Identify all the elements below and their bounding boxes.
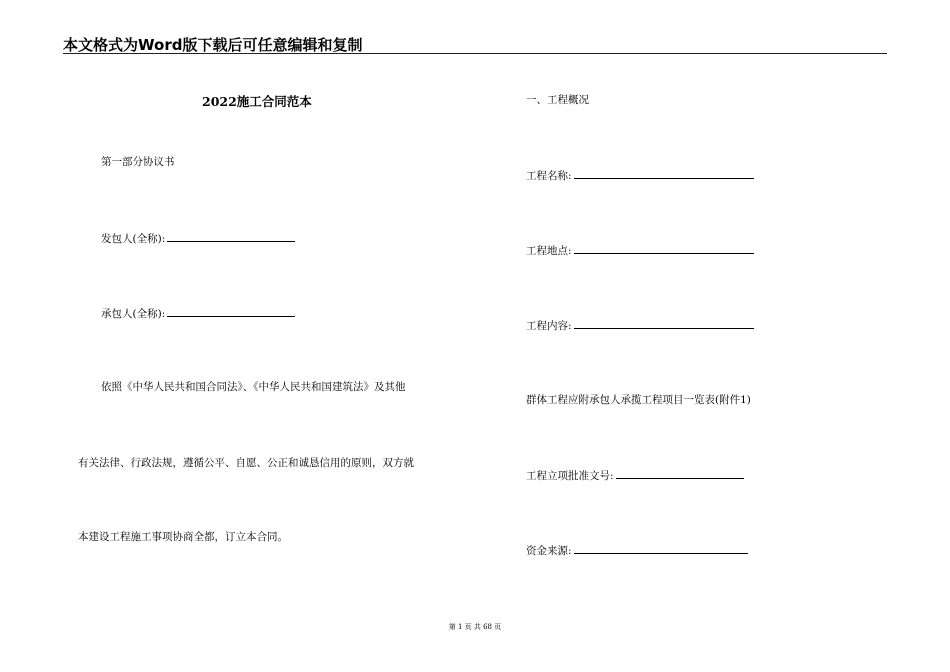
approval-doc-label: 工程立项批准文号: xyxy=(526,470,614,482)
employer-label: 发包人(全称): xyxy=(101,233,166,245)
preamble-line-1: 依照《中华人民共和国合同法》、《中华人民共和国建筑法》及其他 xyxy=(101,381,406,393)
project-content-blank[interactable] xyxy=(574,318,754,329)
approval-doc-blank[interactable] xyxy=(616,468,744,479)
fund-source-field xyxy=(526,543,748,558)
page-indicator: 第 1 页 共 68 页 xyxy=(448,623,502,631)
project-location-blank[interactable] xyxy=(574,243,754,254)
part-heading: 第一部分协议书 xyxy=(101,156,175,168)
project-content-field xyxy=(526,318,754,333)
contractor-field xyxy=(101,306,295,321)
project-location-label: 工程地点: xyxy=(526,245,572,257)
fund-source-label: 资金来源: xyxy=(526,545,572,557)
section-heading-overview: 一、工程概况 xyxy=(526,94,589,106)
approval-doc-field xyxy=(526,468,744,483)
employer-blank[interactable] xyxy=(167,231,295,242)
project-content-label: 工程内容: xyxy=(526,320,572,332)
project-name-blank[interactable] xyxy=(574,168,754,179)
project-location-field xyxy=(526,243,754,258)
employer-field xyxy=(101,231,295,246)
header-divider xyxy=(63,53,887,54)
document-header-banner: 本文格式为Word版下载后可任意编辑和复制 xyxy=(63,36,363,54)
contractor-blank[interactable] xyxy=(167,306,295,317)
contractor-label: 承包人(全称): xyxy=(101,308,166,320)
fund-source-blank[interactable] xyxy=(574,543,748,554)
preamble-line-3: 本建设工程施工事项协商全都，订立本合同。 xyxy=(78,531,288,543)
document-title: 2022施工合同范本 xyxy=(202,94,312,109)
group-project-line: 群体工程应附承包人承揽工程项目一览表(附件1) xyxy=(526,394,751,406)
project-name-label: 工程名称: xyxy=(526,170,572,182)
preamble-line-2: 有关法律、行政法规，遵循公平、自愿、公正和诚恳信用的原则，双方就 xyxy=(78,457,414,469)
project-name-field xyxy=(526,168,754,183)
